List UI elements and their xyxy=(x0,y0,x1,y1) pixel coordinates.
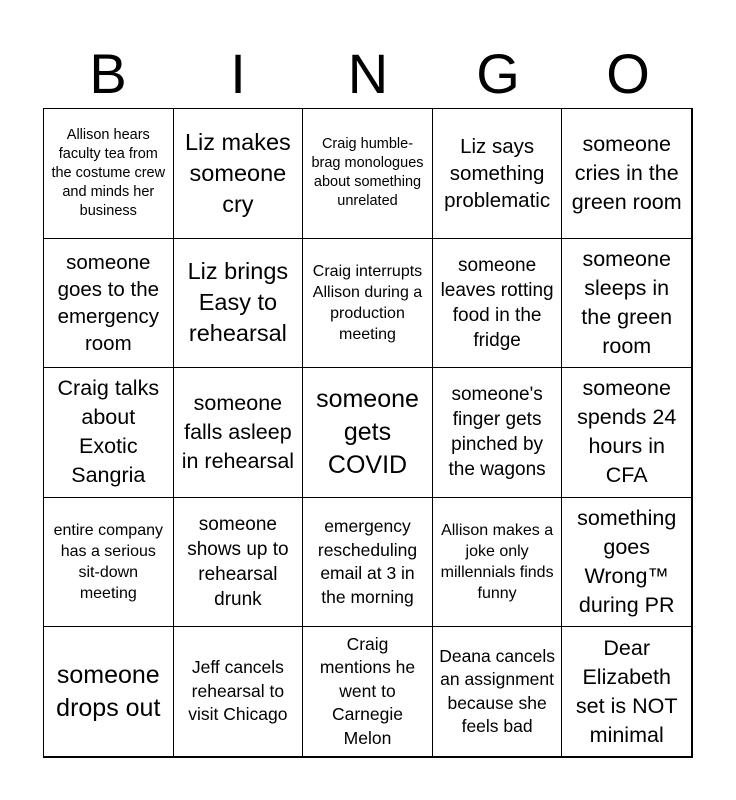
bingo-cell-r2-c5[interactable] xyxy=(561,238,692,369)
bingo-cell-r5-c1[interactable] xyxy=(43,626,174,757)
cell-text: someone shows up to rehearsal drunk xyxy=(187,514,289,611)
bingo-cell-r5-c4[interactable] xyxy=(432,626,563,757)
cell-text: Allison makes a joke only millennials finds funny xyxy=(440,522,554,603)
bingo-cell-r4-c3[interactable] xyxy=(302,497,433,628)
bingo-cell-r1-c3[interactable] xyxy=(302,108,433,239)
bingo-header xyxy=(43,40,693,108)
bingo-board xyxy=(43,108,693,758)
cell-text: Jeff cancels rehearsal to visit Chicago xyxy=(188,657,288,725)
cell-text: someone leaves rotting food in the fridge xyxy=(440,254,554,351)
cell-text: someone falls asleep in rehearsal xyxy=(181,390,295,473)
bingo-cell-r3-c5[interactable] xyxy=(561,367,692,498)
cell-text: someone goes to the emergency room xyxy=(57,250,160,355)
cell-text: Craig humble-brag monologues about something unrelated xyxy=(311,136,424,210)
cell-text: someone cries in the green room xyxy=(571,131,682,214)
bingo-cell-r5-c3[interactable] xyxy=(302,626,433,757)
bingo-cell-r2-c4[interactable] xyxy=(432,238,563,369)
header-letter-o: O xyxy=(606,42,650,105)
bingo-cell-r1-c2[interactable] xyxy=(173,108,304,239)
cell-text: someone spends 24 hours in CFA xyxy=(577,376,677,488)
cell-text: Craig talks about Exotic Sangria xyxy=(57,376,160,488)
bingo-cell-r2-c2[interactable] xyxy=(173,238,304,369)
cell-text: something goes Wrong™ during PR xyxy=(577,506,677,618)
header-letter-n: N xyxy=(347,42,389,105)
header-letter-i: I xyxy=(230,42,246,105)
bingo-cell-r4-c5[interactable] xyxy=(561,497,692,628)
bingo-cell-r1-c1[interactable] xyxy=(43,108,174,239)
cell-text: Craig interrupts Allison during a production meeting xyxy=(312,262,423,343)
cell-text: someone drops out xyxy=(56,660,161,722)
cell-text: someone gets COVID xyxy=(316,384,419,479)
header-letter-b: B xyxy=(89,42,127,105)
bingo-cell-r3-c1[interactable] xyxy=(43,367,174,498)
cell-text: Dear Elizabeth set is NOT minimal xyxy=(575,635,678,747)
bingo-cell-r2-c1[interactable] xyxy=(43,238,174,369)
header-letter-g: G xyxy=(476,42,520,105)
bingo-cell-r5-c5[interactable] xyxy=(561,626,692,757)
cell-text: someone sleeps in the green room xyxy=(581,246,673,358)
cell-text: Liz says something problematic xyxy=(444,134,551,212)
bingo-cell-r1-c5[interactable] xyxy=(561,108,692,239)
cell-text: Liz makes someone cry xyxy=(184,128,291,217)
cell-text: emergency rescheduling email at 3 in the morning xyxy=(317,516,418,607)
bingo-cell-r4-c1[interactable] xyxy=(43,497,174,628)
bingo-cell-r3-c3[interactable] xyxy=(302,367,433,498)
bingo-cell-r2-c3[interactable] xyxy=(302,238,433,369)
bingo-cell-r4-c2[interactable] xyxy=(173,497,304,628)
bingo-cell-r3-c4[interactable] xyxy=(432,367,563,498)
bingo-cell-r3-c2[interactable] xyxy=(173,367,304,498)
cell-text: someone's finger gets pinched by the wagons xyxy=(448,384,546,481)
cell-text: Liz brings Easy to rehearsal xyxy=(187,258,289,347)
cell-text: entire company has a serious sit-down meeting xyxy=(53,522,163,603)
bingo-cell-r4-c4[interactable] xyxy=(432,497,563,628)
cell-text: Allison hears faculty tea from the costume crew and minds her business xyxy=(51,126,166,219)
bingo-cell-r1-c4[interactable] xyxy=(432,108,563,239)
cell-text: Deana cancels an assignment because she feels bad xyxy=(439,645,555,737)
cell-text: Craig mentions he went to Carnegie Melon xyxy=(319,633,416,748)
bingo-cell-r5-c2[interactable] xyxy=(173,626,304,757)
